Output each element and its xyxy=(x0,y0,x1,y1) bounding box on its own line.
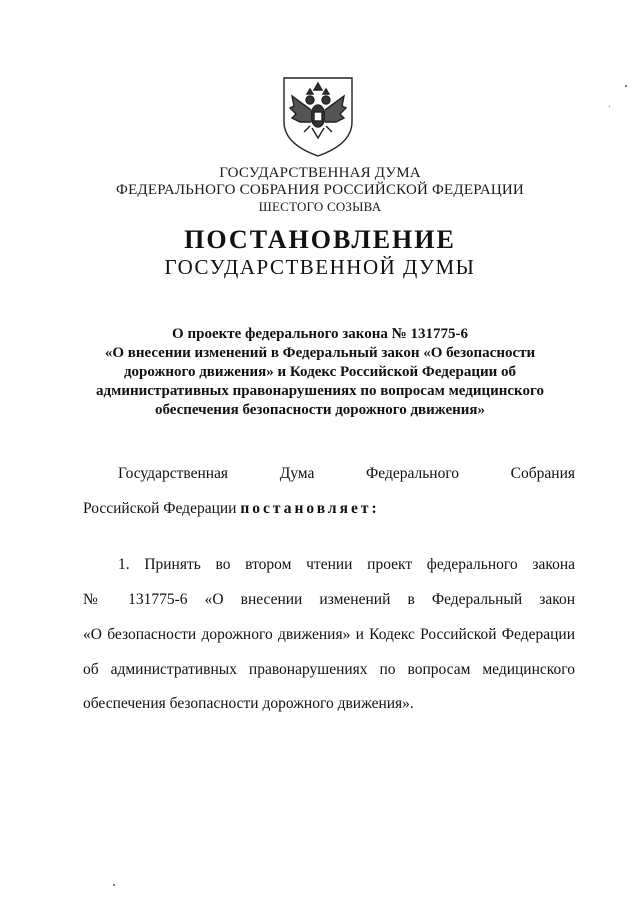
item-1-line: об административных правонарушениях по вопросам медицинского xyxy=(83,661,575,678)
preamble-line xyxy=(83,500,575,522)
item-1-line: 1. Принять во втором чтении проект федерального закона xyxy=(118,556,575,573)
subject-line: административных правонарушениях по вопросам медицинского xyxy=(96,383,544,399)
resolves-word: постановляет: xyxy=(240,500,380,517)
document-subject xyxy=(60,325,580,420)
preamble-line: Государственная Дума Федерального Собрания xyxy=(118,465,575,482)
header-line-3: ШЕСТОГО СОЗЫВА xyxy=(258,199,382,214)
item-1-line: № 131775-6 «О внесении изменений в Федеральный закон xyxy=(83,591,575,608)
russian-coat-of-arms-icon xyxy=(274,70,362,160)
scan-speck xyxy=(625,85,627,87)
item-1-line: «О безопасности дорожного движения» и Кодекс Российской Федерации xyxy=(83,626,575,643)
header-line-2: ФЕДЕРАЛЬНОГО СОБРАНИЯ РОССИЙСКОЙ ФЕДЕРАЦИИ xyxy=(116,182,524,198)
subject-line: О проекте федерального закона № 131775-6 xyxy=(172,326,468,342)
header-line-1: ГОСУДАРСТВЕННАЯ ДУМА xyxy=(219,165,421,181)
item-1-line: обеспечения безопасности дорожного движения». xyxy=(83,695,414,712)
document-issuer: ГОСУДАРСТВЕННОЙ ДУМЫ xyxy=(164,255,476,279)
scan-speck xyxy=(113,884,115,886)
subject-line: дорожного движения» и Кодекс Российской Федерации об xyxy=(123,364,517,380)
preamble-start: Российской Федерации xyxy=(83,500,241,517)
scan-speck xyxy=(609,106,610,107)
document-type-title: ПОСТАНОВЛЕНИЕ xyxy=(184,225,456,254)
subject-line: обеспечения безопасности дорожного движения» xyxy=(154,402,486,418)
subject-line: «О внесении изменений в Федеральный закон «О безопасности xyxy=(104,345,536,361)
